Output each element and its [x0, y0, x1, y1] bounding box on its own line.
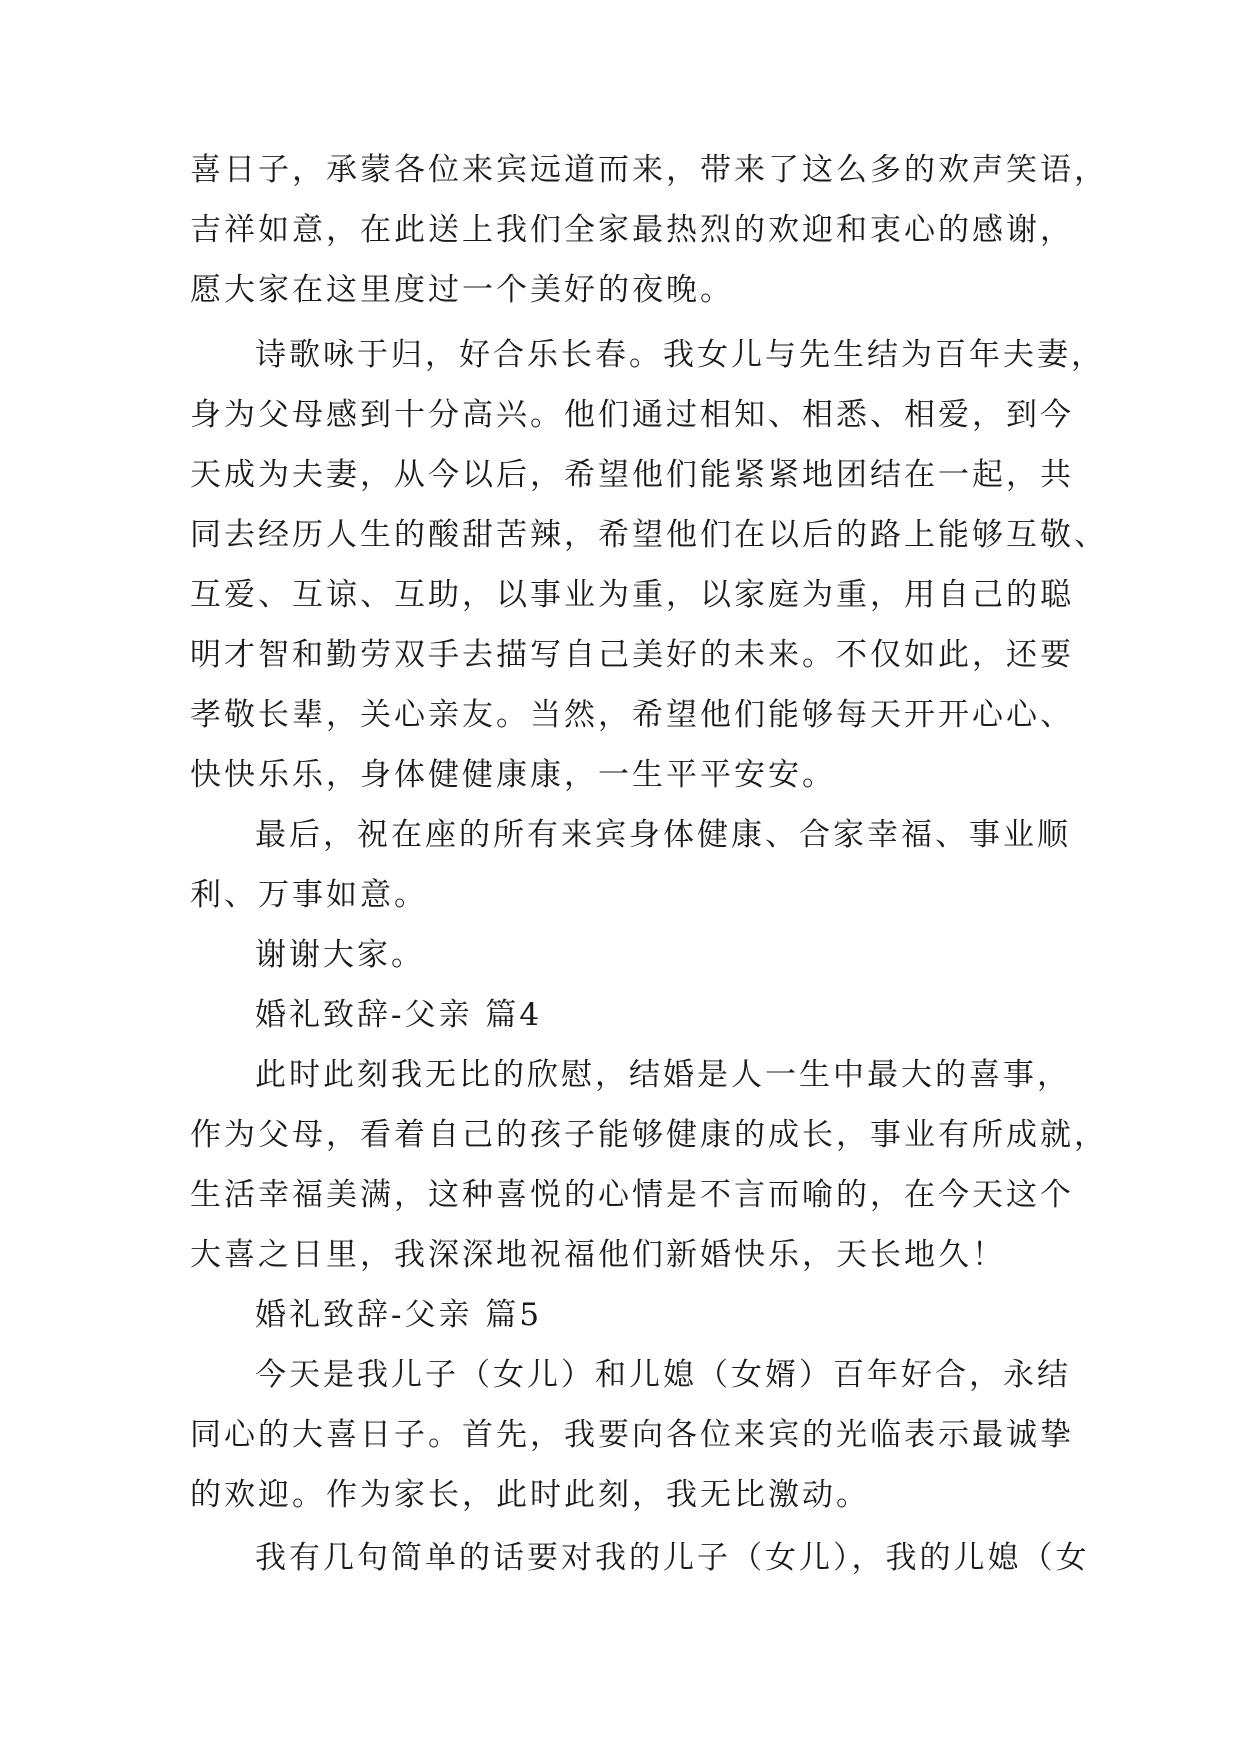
text-line: 诗歌咏于归，好合乐长春。我女儿与先生结为百年夫妻，: [255, 337, 1105, 373]
text-line: 生活幸福美满，这种喜悦的心情是不言而喻的，在今天这个: [190, 1177, 1074, 1213]
text-line: 孝敬长辈，关心亲友。当然，希望他们能够每天开开心心、: [190, 697, 1074, 733]
text-line: 快快乐乐，身体健健康康，一生平平安安。: [190, 757, 836, 793]
text-line: 明才智和勤劳双手去描写自己美好的未来。不仅如此，还要: [190, 637, 1074, 673]
text-line: 利、万事如意。: [190, 877, 428, 913]
text-line: 最后，祝在座的所有来宾身体健康、合家幸福、事业顺: [255, 817, 1071, 853]
text-line: 吉祥如意，在此送上我们全家最热烈的欢迎和衷心的感谢，: [190, 212, 1074, 248]
text-line: 愿大家在这里度过一个美好的夜晚。: [190, 272, 734, 308]
text-line: 谢谢大家。: [255, 937, 425, 973]
text-line: 喜日子，承蒙各位来宾远道而来，带来了这么多的欢声笑语，: [190, 152, 1108, 188]
text-line: 此时此刻我无比的欣慰，结婚是人一生中最大的喜事，: [255, 1057, 1071, 1093]
text-line: 作为父母，看着自己的孩子能够健康的成长，事业有所成就，: [190, 1117, 1108, 1153]
text-line: 身为父母感到十分高兴。他们通过相知、相悉、相爱，到今: [190, 397, 1074, 433]
text-line: 的欢迎。作为家长，此时此刻，我无比激动。: [190, 1477, 870, 1513]
text-line: 我有几句简单的话要对我的儿子（女儿），我的儿媳（女: [255, 1540, 1090, 1576]
section-heading: 婚礼致辞-父亲 篇4: [255, 997, 543, 1033]
text-line: 互爱、互谅、互助，以事业为重，以家庭为重，用自己的聪: [190, 577, 1074, 613]
text-line: 同去经历人生的酸甜苦辣，希望他们在以后的路上能够互敬、: [190, 517, 1108, 553]
text-line: 今天是我儿子（女儿）和儿媳（女婿）百年好合，永结: [255, 1357, 1071, 1393]
section-heading: 婚礼致辞-父亲 篇5: [255, 1297, 543, 1333]
text-line: 大喜之日里，我深深地祝福他们新婚快乐，天长地久！: [190, 1237, 1006, 1273]
text-line: 天成为夫妻，从今以后，希望他们能紧紧地团结在一起，共: [190, 457, 1074, 493]
text-line: 同心的大喜日子。首先，我要向各位来宾的光临表示最诚挚: [190, 1417, 1074, 1453]
